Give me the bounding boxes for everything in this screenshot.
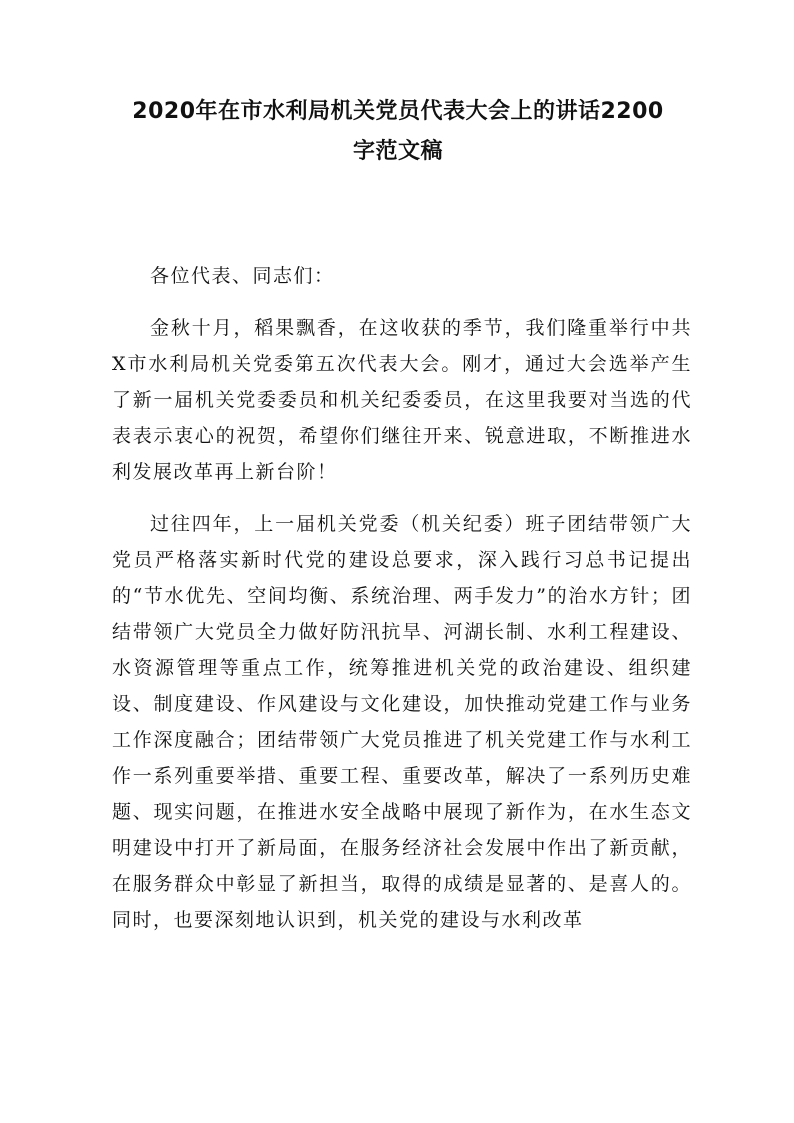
- document-title-line-1: 2020年在市水利局机关党员代表大会上的讲话2200: [132, 99, 664, 124]
- paragraph-2: 过往四年，上一届机关党委（机关纪委）班子团结带领广大党员严格落实新时代党的建设总要求，深入践行习总书记提出的“节水优先、空间均衡、系统治理、两手发力”的治水方针；团结带领广大党员全力做好防汛抗旱、河湖长制、水利工程建设、水资源管理等重点工作，统筹推进机关党的政治建设、组织建设、制度建设、作风建设与文化建设，加快推动党建工作与业务工作深度融合；团结带领广大党员推进了机关党建工作与水利工作一系列重要举措、重要工程、重要改革，解决了一系列历史难题、现实问题，在推进水安全战略中展现了新作为，在水生态文明建设中打开了新局面，在服务经济社会发展中作出了新贡献，在服务群众中彰显了新担当，取得的成绩是显著的、是喜人的。同时，也要深刻地认识到，机关党的建设与水利改革: [112, 513, 692, 931]
- paragraph-1: 金秋十月，稻果飘香，在这收获的季节，我们隆重举行中共X市水利局机关党委第五次代表大会。刚才，通过大会选举产生了新一届机关党委委员和机关纪委委员，在这里我要对当选的代表表示衷心的祝贺，希望你们继往开来、锐意进取，不断推进水利发展改革再上新台阶！: [112, 317, 692, 483]
- document-title: [102, 92, 694, 172]
- document-title-line-2: 字范文稿: [352, 139, 443, 164]
- salutation: 各位代表、同志们：: [150, 265, 335, 287]
- document-body: [112, 258, 692, 954]
